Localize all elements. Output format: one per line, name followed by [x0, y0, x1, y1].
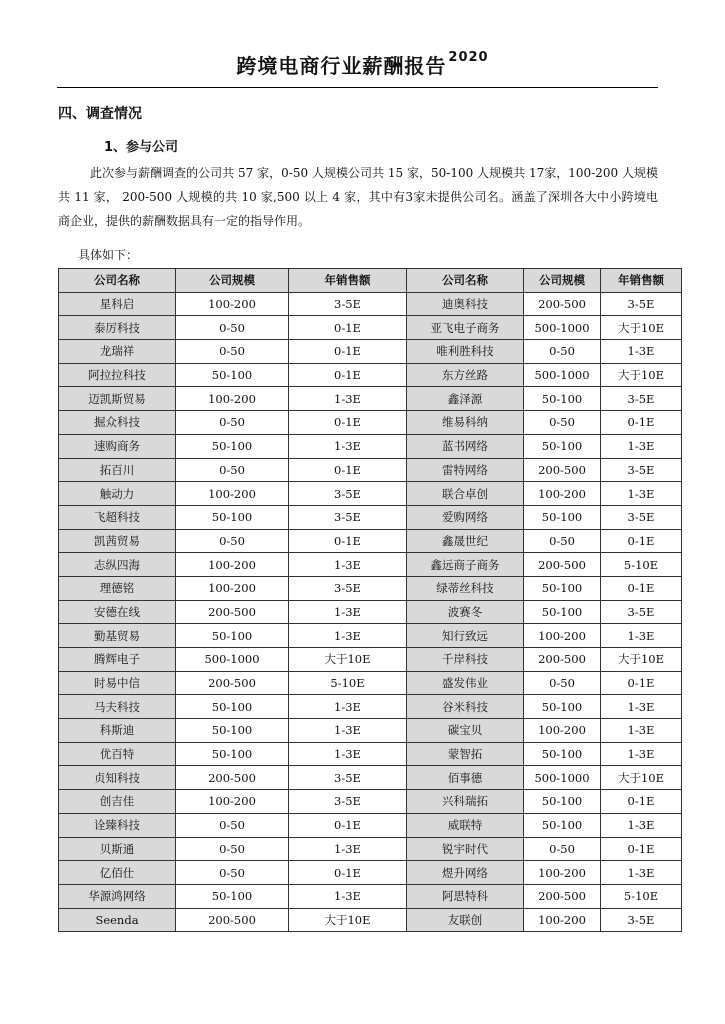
company-size-cell: 500-1000 [524, 363, 601, 387]
header-company-size: 公司规模 [524, 269, 601, 293]
annual-sales-cell: 5-10E [289, 671, 407, 695]
table-row [59, 434, 682, 458]
annual-sales-cell: 0-1E [289, 411, 407, 435]
company-size-cell: 50-100 [524, 813, 601, 837]
company-size-cell: 50-100 [524, 434, 601, 458]
company-size-cell: 50-100 [176, 624, 289, 648]
table-row [59, 316, 682, 340]
company-name-cell: 时易中信 [59, 671, 176, 695]
company-name-cell: 亚飞电子商务 [407, 316, 524, 340]
table-row [59, 719, 682, 743]
company-size-cell: 100-200 [524, 861, 601, 885]
annual-sales-cell: 0-1E [289, 861, 407, 885]
table-row [59, 340, 682, 364]
annual-sales-cell: 0-1E [601, 529, 682, 553]
annual-sales-cell: 大于10E [601, 316, 682, 340]
company-size-cell: 200-500 [524, 648, 601, 672]
report-title [0, 50, 725, 79]
company-size-cell: 0-50 [176, 529, 289, 553]
company-size-cell: 50-100 [176, 719, 289, 743]
company-size-cell: 200-500 [524, 292, 601, 316]
company-size-cell: 50-100 [524, 742, 601, 766]
annual-sales-cell: 1-3E [289, 742, 407, 766]
title-underline [57, 87, 658, 88]
company-size-cell: 50-100 [176, 505, 289, 529]
company-size-cell: 100-200 [524, 482, 601, 506]
annual-sales-cell: 1-3E [601, 719, 682, 743]
company-name-cell: 科斯迪 [59, 719, 176, 743]
table-row [59, 766, 682, 790]
annual-sales-cell: 1-3E [601, 813, 682, 837]
company-size-cell: 0-50 [176, 340, 289, 364]
annual-sales-cell: 1-3E [601, 742, 682, 766]
annual-sales-cell: 3-5E [601, 292, 682, 316]
company-size-cell: 0-50 [176, 411, 289, 435]
company-size-cell: 0-50 [524, 529, 601, 553]
table-row [59, 861, 682, 885]
header-company-name: 公司名称 [407, 269, 524, 293]
company-size-cell: 100-200 [524, 719, 601, 743]
company-size-cell: 500-1000 [524, 316, 601, 340]
company-name-cell: 雷特网络 [407, 458, 524, 482]
company-name-cell: 安德在线 [59, 600, 176, 624]
company-name-cell: 鑫远商子商务 [407, 553, 524, 577]
header-company-name: 公司名称 [59, 269, 176, 293]
company-size-cell: 100-200 [176, 292, 289, 316]
table-row [59, 742, 682, 766]
annual-sales-cell: 0-1E [601, 837, 682, 861]
table-row [59, 529, 682, 553]
company-size-cell: 50-100 [176, 742, 289, 766]
table-row [59, 884, 682, 908]
annual-sales-cell: 1-3E [289, 553, 407, 577]
annual-sales-cell: 1-3E [601, 861, 682, 885]
company-size-cell: 50-100 [524, 600, 601, 624]
table-row [59, 790, 682, 814]
company-size-cell: 50-100 [176, 884, 289, 908]
company-size-cell: 500-1000 [524, 766, 601, 790]
company-name-cell: 迈凯斯贸易 [59, 387, 176, 411]
annual-sales-cell: 0-1E [289, 813, 407, 837]
company-size-cell: 0-50 [524, 340, 601, 364]
company-size-cell: 50-100 [524, 695, 601, 719]
table-row [59, 292, 682, 316]
company-name-cell: 知行致远 [407, 624, 524, 648]
annual-sales-cell: 1-3E [289, 387, 407, 411]
company-size-cell: 0-50 [176, 813, 289, 837]
table-header-row [59, 269, 682, 293]
company-size-cell: 200-500 [524, 884, 601, 908]
table-row [59, 458, 682, 482]
company-name-cell: 腾辉电子 [59, 648, 176, 672]
company-size-cell: 100-200 [176, 482, 289, 506]
company-name-cell: Seenda [59, 908, 176, 932]
company-size-cell: 50-100 [524, 790, 601, 814]
company-name-cell: 碳宝贝 [407, 719, 524, 743]
company-size-cell: 0-50 [524, 671, 601, 695]
company-name-cell: 唯利胜科技 [407, 340, 524, 364]
company-name-cell: 阿拉拉科技 [59, 363, 176, 387]
company-size-cell: 200-500 [524, 553, 601, 577]
table-intro: 具体如下： [78, 248, 139, 262]
company-name-cell: 理德铭 [59, 576, 176, 600]
company-size-cell: 0-50 [524, 837, 601, 861]
annual-sales-cell: 1-3E [601, 340, 682, 364]
company-size-cell: 0-50 [176, 861, 289, 885]
company-name-cell: 速购商务 [59, 434, 176, 458]
subsection-heading: 1、参与公司 [104, 140, 179, 155]
company-size-cell: 100-200 [176, 576, 289, 600]
company-size-cell: 50-100 [524, 576, 601, 600]
company-name-cell: 锐宇时代 [407, 837, 524, 861]
annual-sales-cell: 0-1E [289, 458, 407, 482]
company-name-cell: 鑫泽源 [407, 387, 524, 411]
company-name-cell: 勤基贸易 [59, 624, 176, 648]
table-row [59, 387, 682, 411]
company-size-cell: 50-100 [524, 387, 601, 411]
annual-sales-cell: 1-3E [289, 837, 407, 861]
company-size-cell: 500-1000 [176, 648, 289, 672]
title-year: 2020 [448, 50, 489, 66]
company-size-cell: 200-500 [176, 671, 289, 695]
annual-sales-cell: 0-1E [289, 529, 407, 553]
annual-sales-cell: 3-5E [601, 387, 682, 411]
annual-sales-cell: 0-1E [601, 790, 682, 814]
table-row [59, 505, 682, 529]
company-name-cell: 谷米科技 [407, 695, 524, 719]
company-name-cell: 阿思特科 [407, 884, 524, 908]
annual-sales-cell: 3-5E [601, 908, 682, 932]
company-name-cell: 友联创 [407, 908, 524, 932]
annual-sales-cell: 1-3E [289, 719, 407, 743]
table-row [59, 576, 682, 600]
annual-sales-cell: 0-1E [601, 576, 682, 600]
company-name-cell: 煜升网络 [407, 861, 524, 885]
table-row [59, 411, 682, 435]
company-name-cell: 华源鸿网络 [59, 884, 176, 908]
annual-sales-cell: 1-3E [289, 600, 407, 624]
company-size-cell: 200-500 [176, 908, 289, 932]
annual-sales-cell: 3-5E [289, 790, 407, 814]
annual-sales-cell: 3-5E [289, 766, 407, 790]
company-name-cell: 迪奥科技 [407, 292, 524, 316]
company-name-cell: 星科启 [59, 292, 176, 316]
annual-sales-cell: 3-5E [289, 482, 407, 506]
company-name-cell: 蒙智拓 [407, 742, 524, 766]
annual-sales-cell: 0-1E [601, 411, 682, 435]
company-name-cell: 志纵四海 [59, 553, 176, 577]
table-row [59, 813, 682, 837]
company-name-cell: 威联特 [407, 813, 524, 837]
company-name-cell: 波赛冬 [407, 600, 524, 624]
company-size-cell: 0-50 [176, 458, 289, 482]
annual-sales-cell: 大于10E [601, 766, 682, 790]
table-body [59, 292, 682, 932]
annual-sales-cell: 1-3E [601, 482, 682, 506]
table-row [59, 648, 682, 672]
company-name-cell: 兴科瑞拓 [407, 790, 524, 814]
annual-sales-cell: 3-5E [289, 576, 407, 600]
company-name-cell: 飞超科技 [59, 505, 176, 529]
annual-sales-cell: 3-5E [601, 458, 682, 482]
header-annual-sales: 年销售额 [601, 269, 682, 293]
annual-sales-cell: 1-3E [601, 695, 682, 719]
company-size-cell: 50-100 [176, 363, 289, 387]
annual-sales-cell: 0-1E [289, 340, 407, 364]
company-size-cell: 200-500 [176, 600, 289, 624]
company-size-cell: 50-100 [524, 505, 601, 529]
table-row [59, 600, 682, 624]
company-size-cell: 200-500 [524, 458, 601, 482]
annual-sales-cell: 0-1E [289, 363, 407, 387]
annual-sales-cell: 3-5E [289, 505, 407, 529]
company-name-cell: 创吉佳 [59, 790, 176, 814]
table-row [59, 908, 682, 932]
annual-sales-cell: 5-10E [601, 553, 682, 577]
company-name-cell: 凯茜贸易 [59, 529, 176, 553]
company-size-cell: 200-500 [176, 766, 289, 790]
annual-sales-cell: 1-3E [601, 434, 682, 458]
company-size-cell: 0-50 [524, 411, 601, 435]
annual-sales-cell: 大于10E [289, 908, 407, 932]
company-name-cell: 拓百川 [59, 458, 176, 482]
company-name-cell: 鑫晟世纪 [407, 529, 524, 553]
company-name-cell: 爱购网络 [407, 505, 524, 529]
table-row [59, 695, 682, 719]
company-name-cell: 亿佰仕 [59, 861, 176, 885]
annual-sales-cell: 1-3E [289, 624, 407, 648]
company-name-cell: 东方丝路 [407, 363, 524, 387]
annual-sales-cell: 0-1E [289, 316, 407, 340]
company-size-cell: 50-100 [176, 695, 289, 719]
company-name-cell: 马夫科技 [59, 695, 176, 719]
company-name-cell: 盛发伟业 [407, 671, 524, 695]
header-annual-sales: 年销售额 [289, 269, 407, 293]
annual-sales-cell: 3-5E [601, 600, 682, 624]
annual-sales-cell: 3-5E [601, 505, 682, 529]
company-name-cell: 绿蒂丝科技 [407, 576, 524, 600]
title-text: 跨境电商行业薪酬报告 [236, 54, 447, 78]
annual-sales-cell: 大于10E [601, 363, 682, 387]
company-name-cell: 掘众科技 [59, 411, 176, 435]
company-size-cell: 100-200 [176, 553, 289, 577]
annual-sales-cell: 1-3E [289, 695, 407, 719]
company-name-cell: 联合卓创 [407, 482, 524, 506]
table-row [59, 671, 682, 695]
company-size-cell: 0-50 [176, 316, 289, 340]
company-name-cell: 触动力 [59, 482, 176, 506]
table-row [59, 482, 682, 506]
table-row [59, 553, 682, 577]
company-name-cell: 佰事德 [407, 766, 524, 790]
company-name-cell: 贞知科技 [59, 766, 176, 790]
annual-sales-cell: 大于10E [289, 648, 407, 672]
annual-sales-cell: 5-10E [601, 884, 682, 908]
company-size-cell: 0-50 [176, 837, 289, 861]
company-name-cell: 诠臻科技 [59, 813, 176, 837]
company-name-cell: 蓝书网络 [407, 434, 524, 458]
company-name-cell: 泰厉科技 [59, 316, 176, 340]
company-size-cell: 50-100 [176, 434, 289, 458]
company-size-cell: 100-200 [524, 908, 601, 932]
annual-sales-cell: 1-3E [289, 434, 407, 458]
company-size-cell: 100-200 [524, 624, 601, 648]
company-name-cell: 贝斯通 [59, 837, 176, 861]
annual-sales-cell: 1-3E [289, 884, 407, 908]
annual-sales-cell: 大于10E [601, 648, 682, 672]
annual-sales-cell: 1-3E [601, 624, 682, 648]
survey-paragraph: 此次参与薪酬调查的公司共 57 家，0-50 人规模公司共 15 家，50-100 人规模共 17家，100-200 人规模共 11 家， 200-500 人规模的共 10 家,500 以上 4 家，其中有3家未提供公司名。涵盖了深圳各大中小跨境电商企业，提供的薪酬数据具有一定的指导作用。 [58, 166, 658, 228]
company-name-cell: 龙瑞祥 [59, 340, 176, 364]
company-name-cell: 优百特 [59, 742, 176, 766]
annual-sales-cell: 3-5E [289, 292, 407, 316]
header-company-size: 公司规模 [176, 269, 289, 293]
annual-sales-cell: 0-1E [601, 671, 682, 695]
table-row [59, 837, 682, 861]
company-name-cell: 维易科纳 [407, 411, 524, 435]
company-size-cell: 100-200 [176, 790, 289, 814]
company-table [58, 268, 682, 932]
table-row [59, 624, 682, 648]
section-heading: 四、调查情况 [58, 106, 142, 122]
table-row [59, 363, 682, 387]
company-name-cell: 千岸科技 [407, 648, 524, 672]
company-size-cell: 100-200 [176, 387, 289, 411]
